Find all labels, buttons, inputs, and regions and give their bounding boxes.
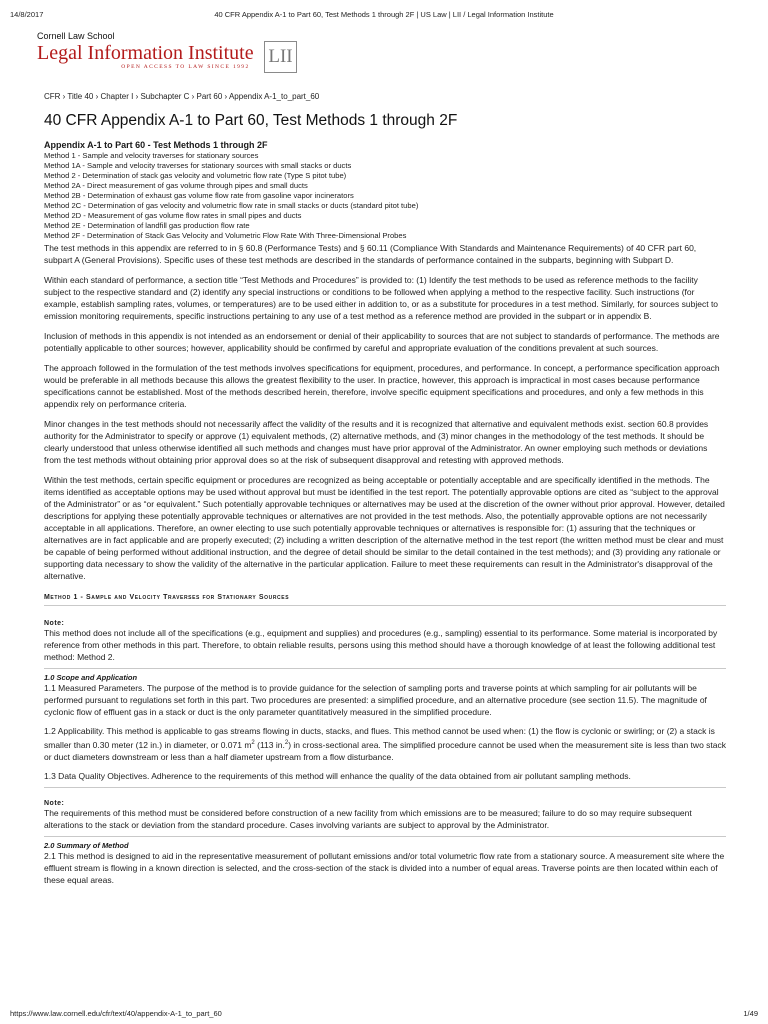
section-1-1: 1.1 Measured Parameters. The purpose of the method is to provide guidance for the selection of sampling ports and traverse points at which sampling for air pollutants will be performed pursuant to regulations set forth in this part. Two procedures are presented: a simplified procedure, and an alternative procedure (see section 11.5). The magnitude of cyclonic flow of effluent gas in a stack or duct is the only parameter quantitatively measured in the simplified procedure. (44, 683, 707, 717)
lii-name: Legal Information Institute (37, 42, 254, 64)
note-text: This method does not include all of the specifications (e.g., equipment and supplies) and procedures (e.g., sampling) essential to its performance. Some material is incorporated by reference from other methods in this part. Therefore, to obtain reliable results, persons using this method should have a thorough knowledge of at least the following additional test method: Method 2. (44, 628, 718, 662)
cornell-law-school-label: Cornell Law School (37, 31, 115, 41)
page-url[interactable]: https://www.law.cornell.edu/cfr/text/40/appendix-A-1_to_part_60 (10, 1009, 222, 1018)
method-1-heading: Method 1 - Sample and Velocity Traverses for Stationary Sources (44, 594, 726, 606)
intro-paragraph: The test methods in this appendix are referred to in § 60.8 (Performance Tests) and § 60.11 (Compliance With Standards and Maintenance Requirements) of 40 CFR part 60, subpart A (General Provisions). Specific uses of these test methods are described in the standards of performance contained in the subparts, beginning with Subpart D. (44, 243, 697, 265)
intro-paragraph: Within the test methods, certain specific equipment or procedures are recognized as being acceptable or potentially acceptable and are specifically identified in the methods. The items identified as acceptable options may be used without approval but must be identified in the test report. The potentially approvable options are cited as “subject to the approval of the Administrator” or as “or equivalent.” Such potentially approvable techniques or alternatives may be used at the discretion of the owner without prior approval. However, detailed descriptions for applying these potentially approvable techniques or alternatives are not provided in the test methods. Also, the potentially approvable options are not necessarily acceptable in all applications. Therefore, an owner electing to use such potentially approvable techniques or alternatives is responsible for: (1) assuring that the techniques or alternatives are in fact applicable and are properly executed; (2) including a written description of the alternative method in the test report (the written method must be clear and must be capable of being performed without additional instruction, and the degree of detail should be similar to the detail contained in the test methods); and (3) providing any rationale or supporting data necessary to show the validity of the alternative in the particular application. Failure to meet these requirements can result in the Administrator's disapproval of the alternative. (44, 475, 725, 581)
toc-item-method-2e[interactable]: Method 2E - Determination of landfill gas production flow rate (44, 221, 250, 230)
note-block (44, 788, 726, 837)
toc-item-method-2a[interactable]: Method 2A - Direct measurement of gas volume through pipes and small ducts (44, 181, 308, 190)
print-header (10, 10, 758, 19)
toc-item-method-1a[interactable]: Method 1A - Sample and velocity traverses for stationary sources with small stacks or ducts (44, 161, 352, 170)
toc-item-method-2c[interactable]: Method 2C - Determination of gas velocity and volumetric flow rate in small stacks or ducts (standard pitot tube) (44, 201, 419, 210)
intro-paragraph: Minor changes in the test methods should not necessarily affect the validity of the results and it is recognized that alternative and equivalent methods exist. section 60.8 provides authority for the Administrator to specify or approve (1) equivalent methods, (2) alternative methods, and (3) minor changes in the methodology of the test methods. It should be clearly understood that unless otherwise identified all such methods and changes must have prior approval of the Administrator. An owner employing such methods or deviations from the test methods without obtaining prior approval does so at the risk of subsequent disapproval and retesting with approved methods. (44, 419, 709, 465)
table-of-contents (44, 140, 726, 241)
main-content (44, 112, 726, 893)
toc-item-method-1[interactable]: Method 1 - Sample and velocity traverses for stationary sources (44, 151, 259, 160)
note-text: The requirements of this method must be considered before construction of a new facility from which emissions are to be measured; failure to do so may require subsequent alterations to the stack or deviation from the standard procedure. Cases involving variants are subject to approval by the Administrator. (44, 807, 692, 830)
lii-mark-icon[interactable]: LII (264, 41, 297, 73)
page-title: 40 CFR Appendix A-1 to Part 60, Test Methods 1 through 2F (44, 112, 458, 129)
print-title: 40 CFR Appendix A-1 to Part 60, Test Methods 1 through 2F | US Law | LII / Legal Information Institute (214, 10, 554, 19)
lii-logo[interactable] (37, 31, 254, 70)
note-block (44, 606, 726, 669)
scope-section (44, 673, 726, 788)
section-1-3: 1.3 Data Quality Objectives. Adherence to the requirements of this method will enhance the quality of the data obtained from air pollutant sampling methods. (44, 770, 726, 788)
toc-item-method-2b[interactable]: Method 2B - Determination of exhaust gas volume flow rate from gasoline vapor incinerators (44, 191, 354, 200)
intro-paragraph: Inclusion of methods in this appendix is not intended as an endorsement or denial of their applicability to sources that are not subject to standards of performance. The methods are potentially applicable to other sources; however, applicability should be confirmed by careful and appropriate evaluation of the conditions prevalent at such sources. (44, 331, 720, 353)
summary-heading: 2.0 Summary of Method (44, 840, 129, 850)
breadcrumb[interactable]: CFR › Title 40 › Chapter I › Subchapter C › Part 60 › Appendix A-1_to_part_60 (44, 92, 320, 101)
print-footer (10, 1009, 758, 1018)
toc-title: Appendix A-1 to Part 60 - Test Methods 1 through 2F (44, 140, 268, 150)
toc-item-method-2d[interactable]: Method 2D - Measurement of gas volume flow rates in small pipes and ducts (44, 211, 302, 220)
print-date: 14/8/2017 (10, 10, 44, 19)
superscript: 2 (251, 740, 255, 746)
superscript: 2 (284, 740, 289, 746)
page-number: 1/49 (743, 1009, 758, 1018)
section-1-2-text: 1.2 Applicability. This method is applicable to gas streams flowing in ducts, stacks, and flues. This method cannot be used when: (1) the flow is cyclonic or swirling; or (2) a stack is smaller than 0.30 meter (12 in.) in diameter, or 0.071 m (44, 726, 715, 750)
note-label: Note: (44, 620, 65, 627)
intro-paragraph: The approach followed in the formulation of the test methods involves specifications for equipment, procedures, and performance. In concept, a performance specification approach would be preferable in all methods because this allows the greatest flexibility to the user. In practice, however, this approach is impractical in most cases because performance specifications cannot be established. Most of the methods described herein, therefore, involve specific equipment specifications and procedures, and only a few methods in this appendix rely on performance criteria. (44, 363, 720, 409)
section-2-1: 2.1 This method is designed to aid in the representative measurement of pollutant emissions and/or total volumetric flow rate from a stationary source. A measurement site where the effluent stream is flowing in a known direction is selected, and the cross-section of the stack is divided into a number of equal areas. Traverse points are then located within each of these equal areas. (44, 850, 725, 885)
toc-item-method-2[interactable]: Method 2 - Determination of stack gas velocity and volumetric flow rate (Type S pitot tube) (44, 171, 347, 180)
section-1-2-text: (113 in. (254, 739, 285, 750)
section-1-2 (44, 725, 726, 763)
section-1-2-text: ) in cross-sectional area. The simplified procedure cannot be used when the measurement site is less than two stack or duct diameters downstream or less than a half diameter upstream from a flow disturbance. (44, 739, 726, 762)
intro-paragraph: Within each standard of performance, a section title “Test Methods and Procedures” is provided to: (1) Identify the test methods to be used as reference methods to the facility subject to the respective standard and (2) identify any special instructions or conditions to be followed when applying a method to the respective facility. Such instructions (for example, establish sampling rates, volumes, or temperatures) are to be used either in addition to, or as a substitute for procedures in a test method. Similarly, for sources subject to emission monitoring requirements, specific instructions pertaining to any use of a test method as a reference method are provided in the subpart or in appendix B. (44, 275, 719, 321)
lii-tagline: OPEN ACCESS TO LAW SINCE 1992 (121, 64, 250, 70)
summary-section (44, 841, 726, 886)
toc-item-method-2f[interactable]: Method 2F - Determination of Stack Gas Velocity and Volumetric Flow Rate With Three-Dimensional Probes (44, 231, 407, 240)
scope-heading: 1.0 Scope and Application (44, 673, 138, 682)
note-label: Note: (44, 799, 65, 807)
